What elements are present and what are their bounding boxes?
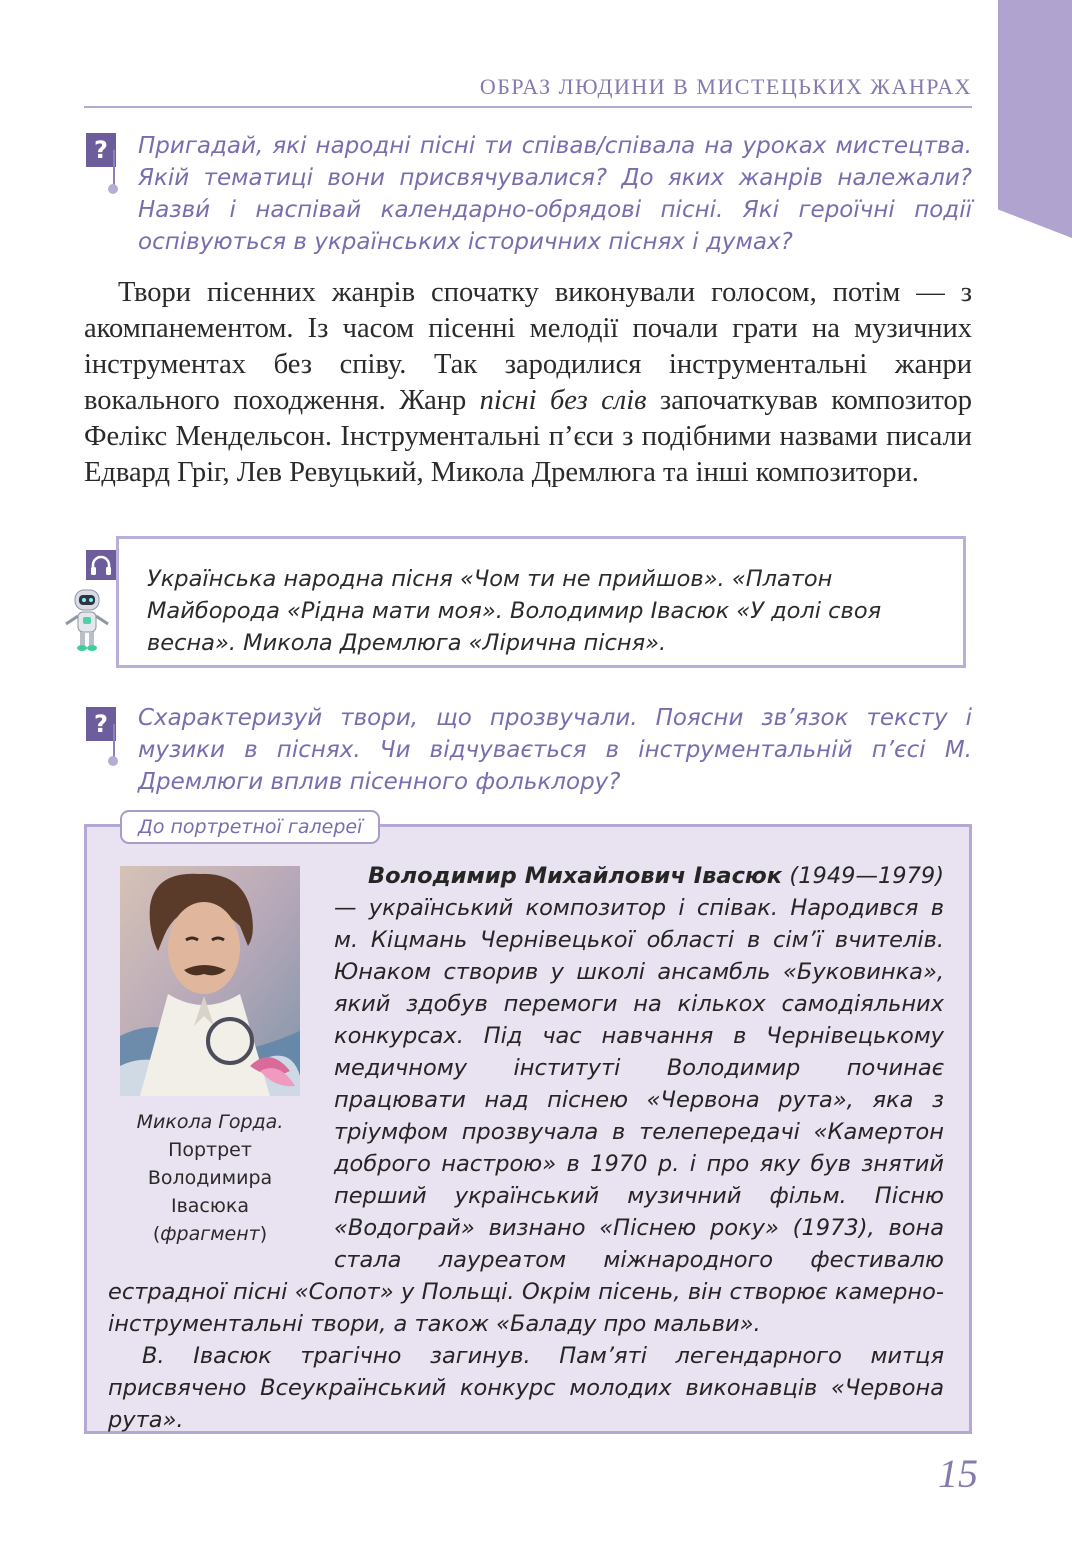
question-marker-dot	[108, 184, 118, 194]
question-2-text: Схарактеризуй твори, що прозвучали. Поясни зв’язок тексту і музики в піснях. Чи відчувається в інструментальній п’єсі М. Дремлюги вплив пісенного фольклору?	[138, 705, 972, 795]
question-marker-stem	[113, 724, 115, 760]
headphones-icon	[86, 550, 116, 580]
header-divider	[84, 106, 972, 108]
biography-text	[108, 860, 944, 1436]
robot-icon	[60, 586, 114, 656]
portrait-caption: Микола Горда. Портрет Володимира Івасюка (фрагмент)	[136, 1111, 284, 1245]
caption-line: Портрет	[168, 1139, 252, 1161]
question-mark-icon: ?	[86, 133, 116, 167]
caption-line: Івасюка	[170, 1195, 249, 1217]
listening-list: Українська народна пісня «Чом ти не прийшов». «Платон Майборода «Рідна мати моя». Володимир Івасюк «У долі своя весна». Микола Дремлюга «Лірична пісня».	[147, 566, 882, 656]
listening-box	[116, 536, 966, 668]
caption-author: Микола Горда.	[136, 1111, 284, 1133]
biography-paragraph-2: В. Івасюк трагічно загинув. Пам’яті легендарного митця присвячено Всеукраїнський конкурс молодих виконавців «Червона рута».	[108, 1343, 944, 1433]
question-marker-stem	[113, 150, 115, 188]
biography-paragraph-1: Володимир Михайлович Івасюк (1949—1979) — український композитор і співак. Народився в м. Кіцмань Чернівецької області в сім’ї вчителів. Юнаком створив у школі ансамбль «Буковинка», який здобув перемоги на кількох самодіяльних конкурсах. Під час навчання в Чернівецькому медичному інституті Володимир починає працювати над піснею «Червона рута», яка з тріумфом прозвучала в телепередачі «Камертон доброго настрою» в 1970 р. і про яку був знятий перший український музичний фільм. Пісню «Водограй» визнано «Піснею року» (1973), вона стала лауреатом міжнародного фестивалю естрадної пісні «Сопот» у Польщі. Окрім пісень, він створює камерно-інструментальні твори, а також «Баладу про мальви».	[108, 863, 944, 1337]
caption-note: фрагмент	[160, 1223, 260, 1245]
question-marker-dot	[108, 756, 118, 766]
body-paragraph: Твори пісенних жанрів спочатку виконували голосом, потім — з акомпанементом. Із часом пісенні мелодії почали грати на музичних інструментах без співу. Так зародилися інструментальні жанри вокального походження. Жанр пісні без слів започаткував композитор Фелікс Мендельсон. Інструментальні п’єси з подібними назвами писали Едвард Гріг, Лев Ревуцький, Микола Дремлюга та інші композитори.	[84, 277, 972, 488]
composer-name: Володимир Михайлович Івасюк	[368, 863, 783, 889]
chapter-corner-tab	[998, 0, 1072, 238]
caption-line: Володимира	[147, 1167, 273, 1189]
question-1-text: Пригадай, які народні пісні ти співав/співала на уроках мистецтва. Якій тематиці вони присвячувалися? До яких жанрів належали? Назви́ і наспівай календарно-обрядові пісні. Які героїчні події оспівуються в українських історичних піснях і думах?	[138, 133, 972, 255]
page-number: 15	[938, 1451, 978, 1496]
running-header: ОБРАЗ ЛЮДИНИ В МИСТЕЦЬКИХ ЖАНРАХ	[479, 74, 972, 99]
question-mark-icon: ?	[86, 707, 116, 741]
body-emphasis: пісні без слів	[479, 385, 647, 416]
portrait-gallery-tag: До портретної галереї	[120, 810, 380, 844]
